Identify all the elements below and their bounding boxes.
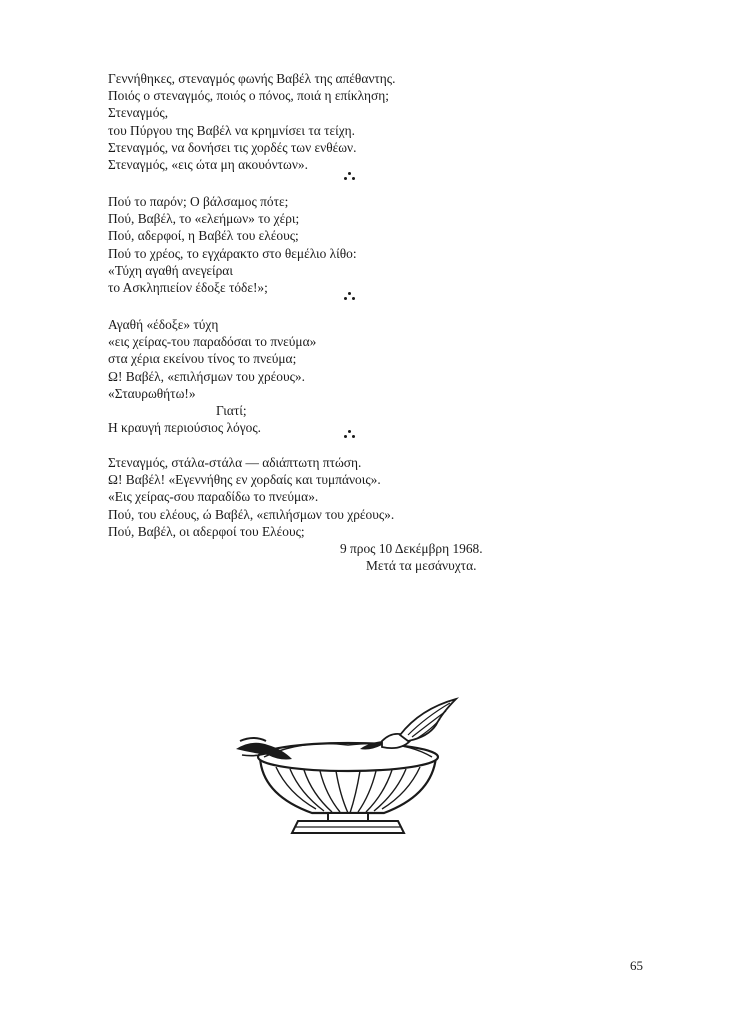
poem-date-signature — [340, 540, 483, 574]
stanza-separator-icon — [340, 290, 360, 302]
poem-line: στα χέρια εκείνου τίνος το πνεύμα; — [108, 351, 297, 367]
poem-line: Ποιός ο στεναγμός, ποιός ο πόνος, ποιά η επίκληση; — [108, 88, 389, 104]
poem-line: «Τύχη αγαθή ανεγείραι — [108, 262, 233, 278]
poem-time: Μετά τα μεσάνυχτα. — [366, 558, 477, 574]
poem-line: Πού, αδερφοί, η Βαβέλ του ελέους; — [108, 228, 299, 244]
poem-line: Πού, Βαβέλ, το «ελεήμων» το χέρι; — [108, 211, 300, 227]
stanza-separator-icon — [340, 170, 360, 182]
poem-line: του Πύργου της Βαβέλ να κρημνίσει τα τείχη. — [108, 122, 356, 138]
poem-line: Ω! Βαβέλ, «επιλήσμων του χρέους». — [108, 368, 305, 384]
stanza-3 — [108, 316, 316, 436]
stanza-1 — [108, 70, 395, 173]
poem-line: Πού, του ελέους, ώ Βαβέλ, «επιλήσμων του χρέους». — [108, 506, 395, 522]
page-number: 65 — [630, 958, 643, 973]
poem-line: Αγαθή «έδοξε» τύχη — [108, 317, 219, 332]
poem-line: Στεναγμός, να δονήσει τις χορδές των ενθέων. — [108, 139, 357, 155]
poem-line: Ω! Βαβέλ! «Εγεννήθης εν χορδαίς και τυμπάνοις». — [108, 472, 381, 488]
poem-line: Γιατί; — [216, 403, 247, 419]
poem-date: 9 προς 10 Δεκέμβρη 1968. — [340, 541, 483, 556]
stanza-separator-icon — [340, 428, 360, 440]
poem-line: Γεννήθηκες, στεναγμός φωνής Βαβέλ της απέθαντης. — [108, 71, 396, 86]
bowl-with-dove-icon — [232, 695, 464, 845]
poem-line: Στεναγμός, «εις ώτα μη ακουόντων». — [108, 157, 308, 173]
poem-line: Πού το παρόν; Ο βάλσαμος πότε; — [108, 194, 289, 209]
stanza-2 — [108, 193, 357, 296]
poem-line: Στεναγμός, στάλα-στάλα — αδιάπτωτη πτώση. — [108, 455, 362, 470]
poem-line: «Σταυρωθήτω!» — [108, 385, 196, 401]
poem-line: το Ασκληπιείον έδοξε τόδε!»; — [108, 280, 268, 296]
stanza-4 — [108, 454, 394, 540]
poem-line: Η κραυγή περιούσιος λόγος. — [108, 420, 261, 436]
poem-line: Πού το χρέος, το εγχάρακτο στο θεμέλιο λίθο: — [108, 245, 357, 261]
poem-line: Πού, Βαβέλ, οι αδερφοί του Ελέους; — [108, 523, 305, 539]
poem-line: «Εις χείρας-σου παραδίδω το πνεύμα». — [108, 489, 319, 505]
poem-line: «εις χείρας-του παραδόσαι το πνεύμα» — [108, 334, 317, 350]
poem-line: Στεναγμός, — [108, 105, 169, 121]
